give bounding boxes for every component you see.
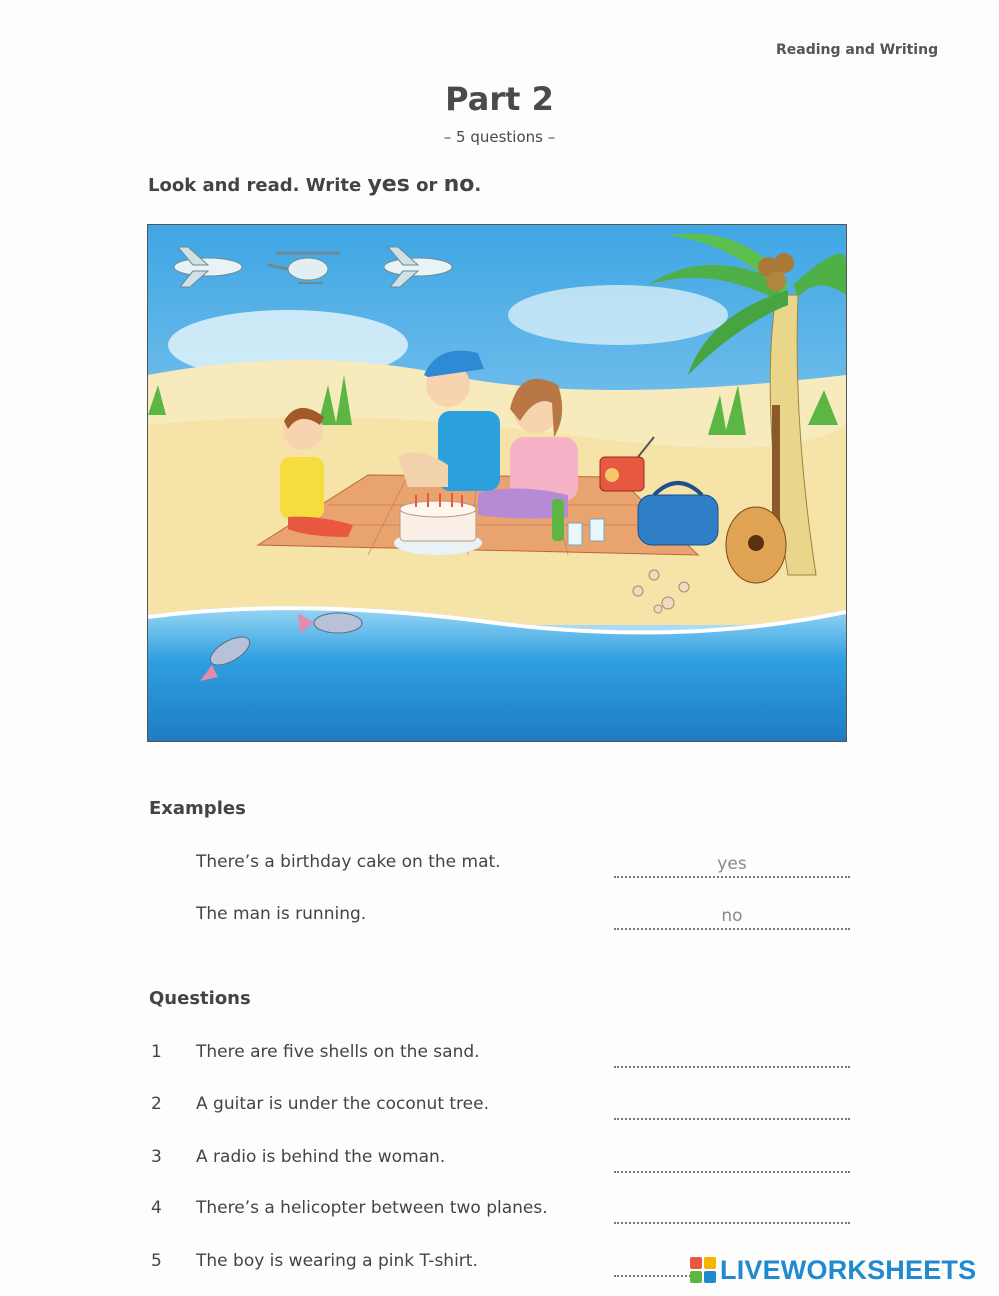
example-text: The man is running.	[196, 904, 367, 924]
question-row-3	[148, 1147, 850, 1177]
answer-line	[614, 1100, 850, 1120]
question-text: There are five shells on the sand.	[196, 1042, 480, 1062]
answer-input-2[interactable]	[614, 1096, 854, 1120]
example-answer-line	[614, 906, 850, 930]
page-title: Part 2	[445, 80, 554, 118]
liveworksheets-logo-icon	[690, 1257, 716, 1283]
section-label: Reading and Writing	[776, 42, 939, 58]
brand-name: LIVEWORKSHEETS	[720, 1254, 977, 1285]
answer-input-3[interactable]	[614, 1149, 854, 1173]
question-text: The boy is wearing a pink T-shirt.	[196, 1251, 478, 1271]
example-answer: yes	[717, 854, 747, 874]
answer-line	[614, 1153, 850, 1173]
question-number: 4	[151, 1198, 162, 1218]
instruction-no: no	[443, 172, 475, 197]
question-row-1	[148, 1042, 850, 1072]
question-text: A radio is behind the woman.	[196, 1147, 446, 1167]
example-answer-line	[614, 854, 850, 878]
question-row-4	[148, 1198, 850, 1228]
question-number: 5	[151, 1251, 162, 1271]
example-text: There’s a birthday cake on the mat.	[196, 852, 501, 872]
instruction-or: or	[416, 175, 438, 196]
liveworksheets-brand	[690, 1253, 982, 1287]
examples-heading: Examples	[149, 798, 246, 819]
example-row-2	[148, 904, 850, 934]
question-number: 2	[151, 1094, 162, 1114]
instruction-end: .	[474, 175, 482, 196]
instruction-lead: Look and read. Write	[148, 175, 362, 196]
instruction	[148, 172, 481, 197]
instruction-yes: yes	[367, 172, 410, 197]
example-row-1	[148, 852, 850, 882]
question-text: A guitar is under the coconut tree.	[196, 1094, 489, 1114]
answer-input-1[interactable]	[614, 1044, 854, 1068]
question-count: – 5 questions –	[443, 128, 556, 146]
answer-line	[614, 1204, 850, 1224]
question-number: 1	[151, 1042, 162, 1062]
questions-heading: Questions	[149, 988, 251, 1009]
example-answer: no	[721, 906, 743, 926]
question-text: There’s a helicopter between two planes.	[196, 1198, 548, 1218]
question-row-2	[148, 1094, 850, 1124]
answer-line	[614, 1048, 850, 1068]
answer-input-4[interactable]	[614, 1200, 854, 1224]
question-number: 3	[151, 1147, 162, 1167]
beach-picnic-illustration	[147, 224, 847, 742]
